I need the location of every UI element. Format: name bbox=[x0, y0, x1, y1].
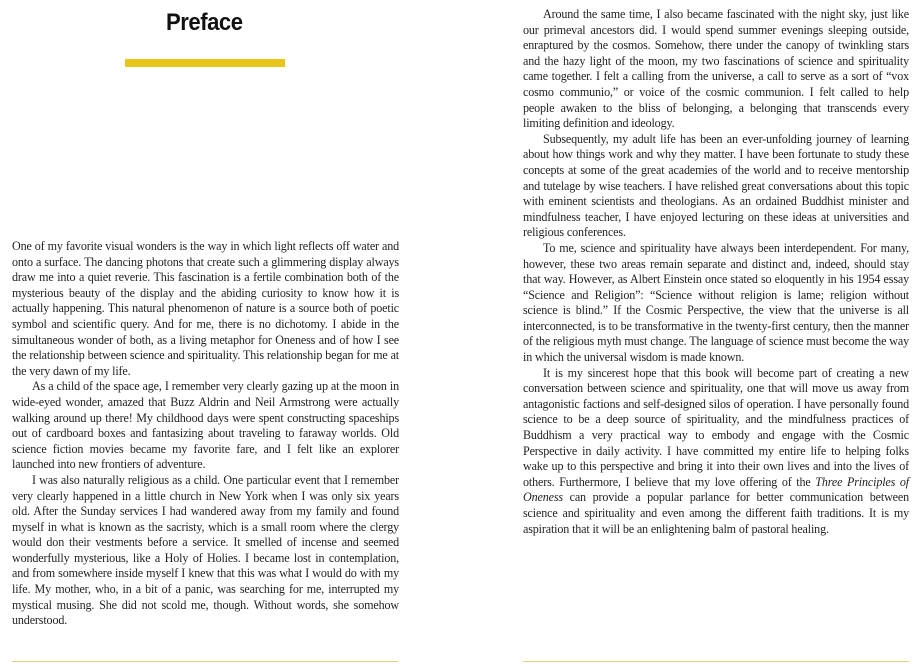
left-page-body bbox=[12, 239, 399, 629]
paragraph: Around the same time, I also became fascinated with the night sky, just like our primeval ancestors did. I would spend summer evenings sleeping outside, enraptured by the cosmos. Somehow, there under the canopy of twinkling stars and the hazy light of the moon, my two fascinations of science and spirituality came together. I felt a calling from the universe, a call to serve as a sort of “vox cosmo communio,” or voice of the cosmic communion. I felt called to help people awaken to the bliss of belonging, a belonging that transcends every limiting definition and ideology. bbox=[523, 7, 909, 131]
page-footer-rule bbox=[523, 661, 909, 662]
paragraph: Subsequently, my adult life has been an ever-unfolding journey of learning about how things work and why they matter. I have been fortunate to study these concepts at some of the great academies of the world and to receive mentorship and tutelage by wise teachers. I have relished great conversations about this topic with eminent scientists and theologians. As an ordained Buddhist minister and mindfulness teacher, I have enjoyed lecturing on these ideas at universities and religious conferences. bbox=[523, 131, 909, 240]
page-title: Preface bbox=[166, 9, 243, 36]
right-page-body bbox=[523, 7, 909, 537]
paragraph: One of my favorite visual wonders is the way in which light reflects off water and onto a surface. The dancing photons that create such a glimmering display always draw me into a quiet reverie. This fascination is a fertile combination both of the mysterious beauty of the display and the abiding curiosity to know how it is actually happening. This natural phenomenon of nature is a source both of poetic symbol and scientific query. And for me, there is no dichotomy. I abide in the simultaneous wonder of both, as a living metaphor for Oneness and of how I see the relationship between science and spirituality. This relationship began for me at the very dawn of my life. bbox=[12, 239, 399, 378]
book-title-italic: Three Principles of Oneness bbox=[523, 474, 909, 505]
paragraph-text: can provide a popular parlance for better communication between science and spirituality and even among the different faith traditions. It is my aspiration that it will be an enlightening balm of pastoral healing. bbox=[523, 490, 909, 536]
paragraph: I was also naturally religious as a child. One particular event that I remember very clearly happened in a little church in New York when I was only six years old. After the Sunday services I had wandered away from my family and found myself in what is known as the sacristy, which is a small room where the clergy would don their vestments before a service. It smelled of incense and seemed wonderfully mysterious, like a Holy of Holies. I became lost in contemplation, and from somewhere inside myself I knew that this was what I would do with my life. My mother, who, in a bit of a panic, was searching for me, interrupted my mystical musing. She did not scold me, though. Without words, she somehow understood. bbox=[12, 472, 399, 628]
paragraph: To me, science and spirituality have always been interdependent. For many, however, these two areas remain separate and distinct and, indeed, should stay that way. However, as Albert Einstein once stated so eloquently in his 1954 essay “Science and Religion”: “Science without religion is lame; religion without science is blind.” If the Cosmic Perspective, the view that the universe is all interconnected, is to be transformative in the twenty-first century, then the manner of the religious myth must change. The language of science must become the way in which the universal wisdom is made known. bbox=[523, 240, 909, 365]
paragraph-text: It is my sincerest hope that this book will become part of creating a new conversation between science and spirituality, one that will move us away from antagonistic factions and self-designed silos of operation. I have personally found science to be a deep source of spirituality, and the mindfulness practices of Buddhism a very practical way to embody and engage with the Cosmic Perspective in daily activity. I have committed my entire life to helping folks wake up to this perspective and bring it into their own lives and into the lives of others. Furthermore, I believe that my love offering of the bbox=[523, 365, 909, 489]
title-underline-bar bbox=[125, 59, 285, 67]
page-footer-rule bbox=[12, 661, 398, 662]
paragraph: As a child of the space age, I remember very clearly gazing up at the moon in wide-eyed wonder, amazed that Buzz Aldrin and Neil Armstrong were actually walking around up there! My childhood days were spent constructing spaceships out of cardboard boxes and fantasizing about traveling to faraway worlds. Old science fiction movies became my favorite fare, and I felt like an explorer launched into new frontiers of adventure. bbox=[12, 379, 399, 472]
paragraph bbox=[523, 366, 909, 538]
